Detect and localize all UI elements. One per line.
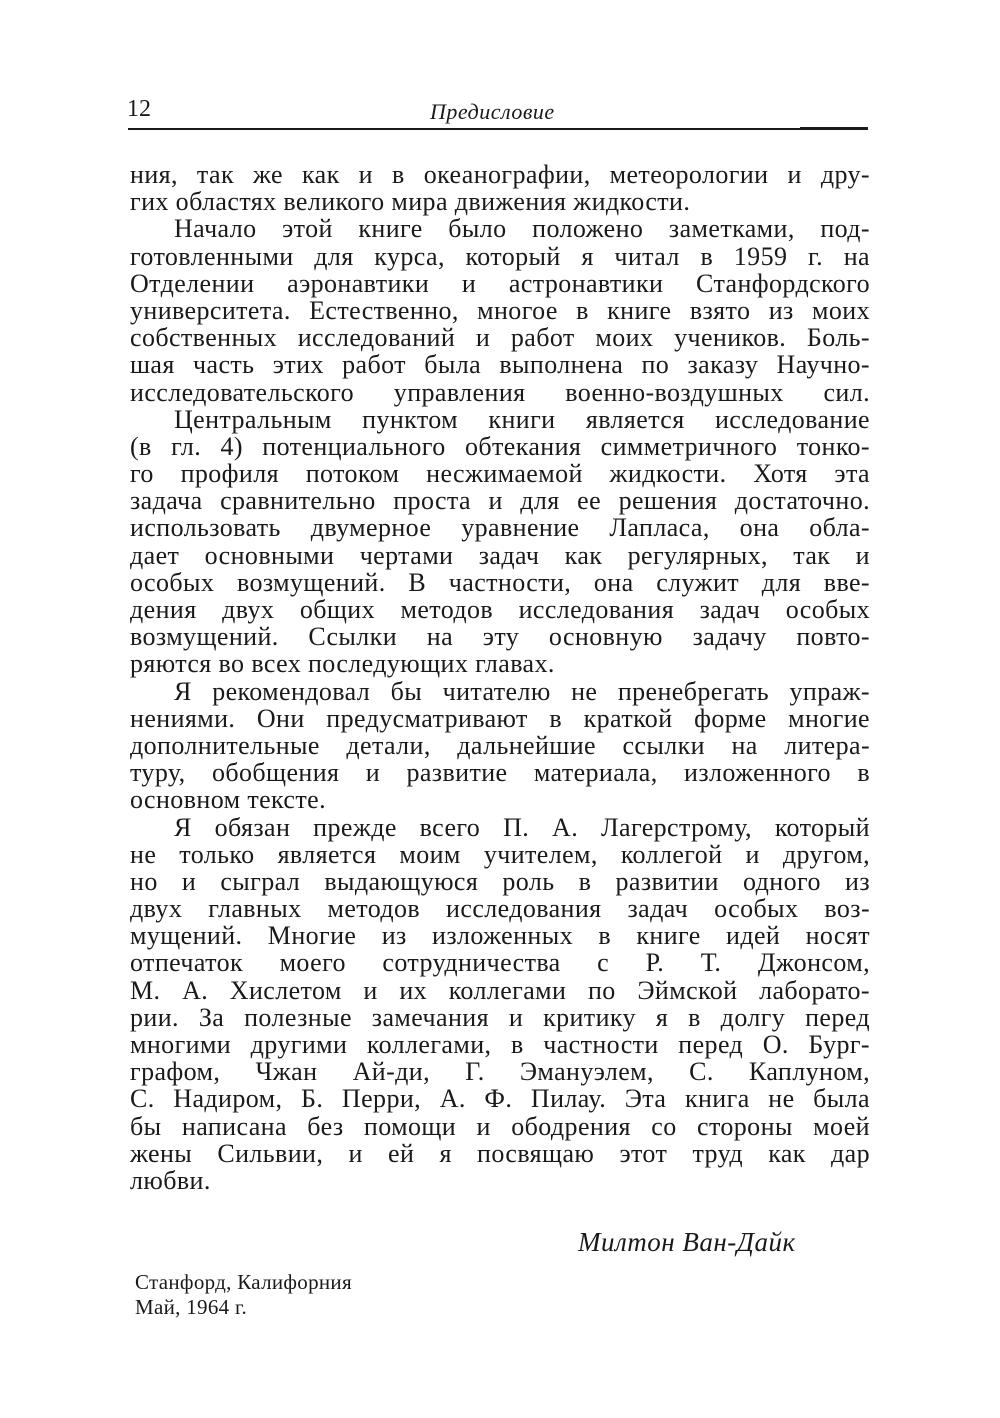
text-line: Центральным пунктом книги является исследование — [174, 404, 870, 434]
text-line: исследовательского управления военно-воздушных сил. — [130, 377, 870, 407]
place-date: Май, 1964 г. — [135, 1295, 248, 1319]
text-line: многими другими коллегами, в частности перед О. Бург- — [130, 1030, 870, 1059]
text-line: рии. За полезные замечания и критику я в долгу перед — [130, 1002, 870, 1032]
text-line: собственных исследований и работ моих учеников. Боль- — [130, 323, 870, 353]
text-line: Отделении аэронавтики и астронавтики Станфордского — [130, 268, 870, 298]
text-line: М. А. Хислетом и их коллегами по Эймской лаборато- — [130, 975, 870, 1005]
text-line: С. Надиром, Б. Перри, А. Ф. Пилау. Эта книга не была — [130, 1084, 870, 1114]
text-line: (в гл. 4) потенциального обтекания симметричного тонко- — [130, 431, 870, 461]
page-number: 12 — [127, 96, 151, 122]
text-line: возмущений. Ссылки на эту основную задачу повто- — [130, 622, 870, 652]
body-text — [130, 161, 870, 1194]
text-line: особых возмущений. В частности, она служит для вве- — [130, 567, 870, 597]
place-city: Станфорд, Калифорния — [135, 1270, 352, 1294]
text-line: университета. Естественно, многое в книге взято из моих — [130, 295, 870, 325]
text-line: Я обязан прежде всего П. А. Лагерстрому, который — [174, 812, 870, 842]
header-rule-tail — [800, 127, 868, 130]
text-line: двух главных методов исследования задач особых воз- — [130, 894, 870, 924]
text-line: нениями. Они предусматривают в краткой форме многие — [130, 703, 870, 733]
running-title: Предисловие — [430, 99, 555, 124]
text-line: мущений. Многие из изложенных в книге идей носят — [130, 921, 870, 951]
text-line: жены Сильвии, и ей я посвящаю этот труд как дар — [130, 1138, 870, 1168]
author-signature: Милтон Ван-Дайк — [578, 1227, 796, 1257]
text-line: Начало этой книге было положено заметками, под- — [174, 214, 870, 244]
text-line: задача сравнительно проста и для ее решения достаточно. — [130, 486, 870, 516]
text-line: любви. — [130, 1165, 211, 1195]
text-line: бы написана без помощи и ободрения со стороны моей — [130, 1111, 870, 1141]
text-line: го профиля потоком несжимаемой жидкости. Хотя эта — [130, 459, 870, 489]
text-line: ния, так же как и в океанографии, метеорологии и дру- — [130, 160, 870, 189]
text-line: шая часть этих работ была выполнена по заказу Научно- — [130, 350, 870, 380]
text-line: дает основными чертами задач как регулярных, так и — [130, 540, 870, 570]
text-line: дополнительные детали, дальнейшие ссылки на литера- — [130, 730, 870, 760]
text-line: Я рекомендовал бы читателю не пренебрегать упраж- — [174, 676, 870, 706]
text-line: не только является моим учителем, коллегой и другом, — [130, 839, 870, 869]
text-line: основном тексте. — [130, 785, 326, 815]
text-line: дения двух общих методов исследования задач особых — [130, 595, 870, 624]
text-line: использовать двумерное уравнение Лапласа, она обла- — [130, 513, 870, 543]
text-line: ряются во всех последующих главах. — [130, 649, 555, 679]
text-line: готовленными для курса, который я читал в 1959 г. на — [130, 241, 870, 271]
text-line: но и сыграл выдающуюся роль в развитии одного из — [130, 866, 870, 896]
text-line: графом, Чжан Ай-ди, Г. Эмануэлем, С. Каплуном, — [130, 1057, 870, 1087]
header-rule — [128, 128, 868, 130]
text-line: гих областях великого мира движения жидкости. — [130, 187, 691, 217]
text-line: отпечаток моего сотрудничества с Р. Т. Джонсом, — [130, 948, 870, 978]
place-and-date — [135, 1270, 352, 1320]
text-line: туру, обобщения и развитие материала, изложенного в — [130, 758, 870, 788]
